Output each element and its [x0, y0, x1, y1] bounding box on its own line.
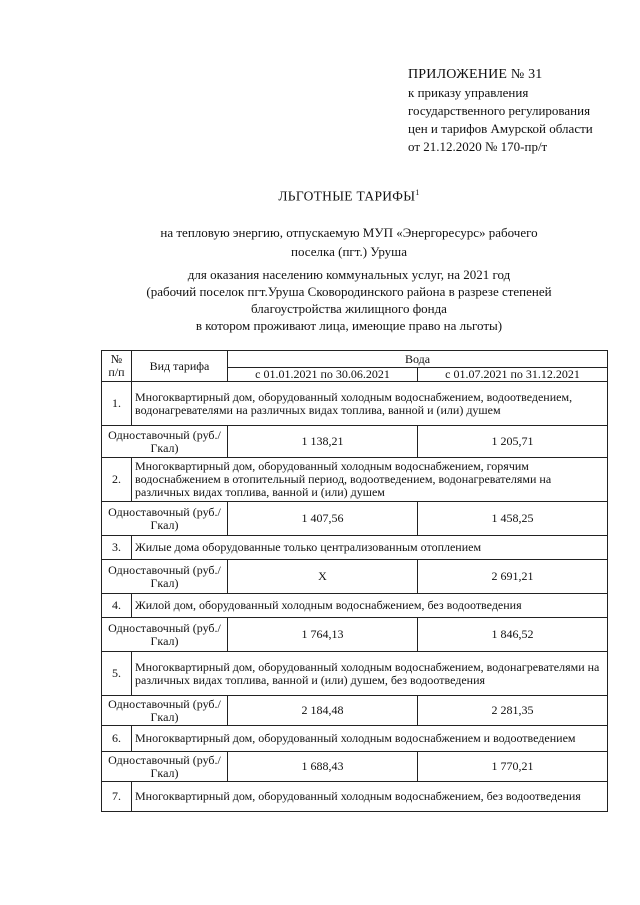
row-number: 7. [102, 782, 132, 812]
appendix-line: к приказу управления [408, 85, 529, 100]
row-number: 6. [102, 726, 132, 752]
housing-type-description: Многоквартирный дом, оборудованный холодным водоснабжением, водоотведением, водонагревателями на различных видах топлива, ванной и (или) душем [132, 382, 608, 426]
rate-label: Одноставочный (руб./Гкал) [102, 618, 228, 652]
table-row [102, 382, 608, 426]
housing-type-description: Жилые дома оборудованные только централизованным отоплением [132, 536, 608, 560]
tariff-value-period-2: 1 846,52 [418, 618, 608, 652]
tariff-value-period-1: 1 138,21 [228, 426, 418, 458]
document-title [104, 188, 594, 205]
row-number: 1. [102, 382, 132, 426]
header-period-1: с 01.01.2021 по 30.06.2021 [228, 368, 418, 382]
header-number: № п/п [102, 351, 132, 382]
row-number: 2. [102, 458, 132, 502]
rate-label: Одноставочный (руб./Гкал) [102, 502, 228, 536]
subtitle-line: на тепловую энергию, отпускаемую МУП «Энергоресурс» рабочего [160, 224, 538, 240]
table-row [102, 696, 608, 726]
tariff-value-period-2: 2 281,35 [418, 696, 608, 726]
appendix-line: государственного регулирования [408, 103, 591, 118]
table-row [102, 594, 608, 618]
subtitle-line: поселка (пгт.) Уруша [291, 243, 407, 259]
housing-type-description: Жилой дом, оборудованный холодным водоснабжением, без водоотведения [132, 594, 608, 618]
tariff-value-period-2: 1 458,25 [418, 502, 608, 536]
housing-type-description: Многоквартирный дом, оборудованный холодным водоснабжением, горячим водоснабжением в отопительный период, водоотведением, водонагревателями на различных видах топлива, ванной и (или) душем [132, 458, 608, 502]
table-row [102, 652, 608, 696]
table-row [102, 782, 608, 812]
header-period-2: с 01.07.2021 по 31.12.2021 [418, 368, 608, 382]
tariff-table [101, 350, 608, 812]
title-footnote-mark: 1 [415, 188, 420, 197]
table-row [102, 502, 608, 536]
appendix-line: цен и тарифов Амурской области [408, 121, 593, 136]
table-row [102, 752, 608, 782]
row-number: 3. [102, 536, 132, 560]
header-tariff-kind: Вид тарифа [132, 351, 228, 382]
housing-type-description: Многоквартирный дом, оборудованный холодным водоснабжением, водонагревателями на различных видах топлива, ванной и (или) душем, без водоотведения [132, 652, 608, 696]
purpose-line: (рабочий поселок пгт.Уруша Сковородинского района в разрезе степеней [146, 283, 552, 299]
rate-label: Одноставочный (руб./Гкал) [102, 560, 228, 594]
table-header-row [102, 351, 608, 368]
table-row [102, 536, 608, 560]
rate-label: Одноставочный (руб./Гкал) [102, 696, 228, 726]
housing-type-description: Многоквартирный дом, оборудованный холодным водоснабжением, без водоотведения [132, 782, 608, 812]
housing-type-description: Многоквартирный дом, оборудованный холодным водоснабжением и водоотведением [132, 726, 608, 752]
row-number: 5. [102, 652, 132, 696]
tariff-value-period-2: 2 691,21 [418, 560, 608, 594]
purpose-line: в котором проживают лица, имеющие право на льготы) [195, 317, 503, 333]
rate-label: Одноставочный (руб./Гкал) [102, 752, 228, 782]
document-title-text: ЛЬГОТНЫЕ ТАРИФЫ [278, 188, 416, 204]
tariff-value-period-1: Х [228, 560, 418, 594]
table-row [102, 560, 608, 594]
table-row [102, 458, 608, 502]
rate-label: Одноставочный (руб./Гкал) [102, 426, 228, 458]
table-row [102, 618, 608, 652]
purpose-line: для оказания населению коммунальных услуг, на 2021 год [187, 266, 511, 282]
tariff-value-period-1: 1 688,43 [228, 752, 418, 782]
purpose-line: благоустройства жилищного фонда [251, 300, 447, 316]
appendix-heading: ПРИЛОЖЕНИЕ № 31 [408, 67, 543, 82]
title-block [104, 188, 594, 334]
table-row [102, 426, 608, 458]
tariff-value-period-2: 1 205,71 [418, 426, 608, 458]
tariff-value-period-1: 1 764,13 [228, 618, 418, 652]
table-row [102, 726, 608, 752]
tariff-value-period-2: 1 770,21 [418, 752, 608, 782]
appendix-block [408, 66, 636, 156]
header-water: Вода [228, 351, 608, 368]
tariff-value-period-1: 1 407,56 [228, 502, 418, 536]
purpose-block [104, 266, 594, 334]
tariff-value-period-1: 2 184,48 [228, 696, 418, 726]
row-number: 4. [102, 594, 132, 618]
appendix-line: от 21.12.2020 № 170-пр/т [408, 139, 548, 154]
